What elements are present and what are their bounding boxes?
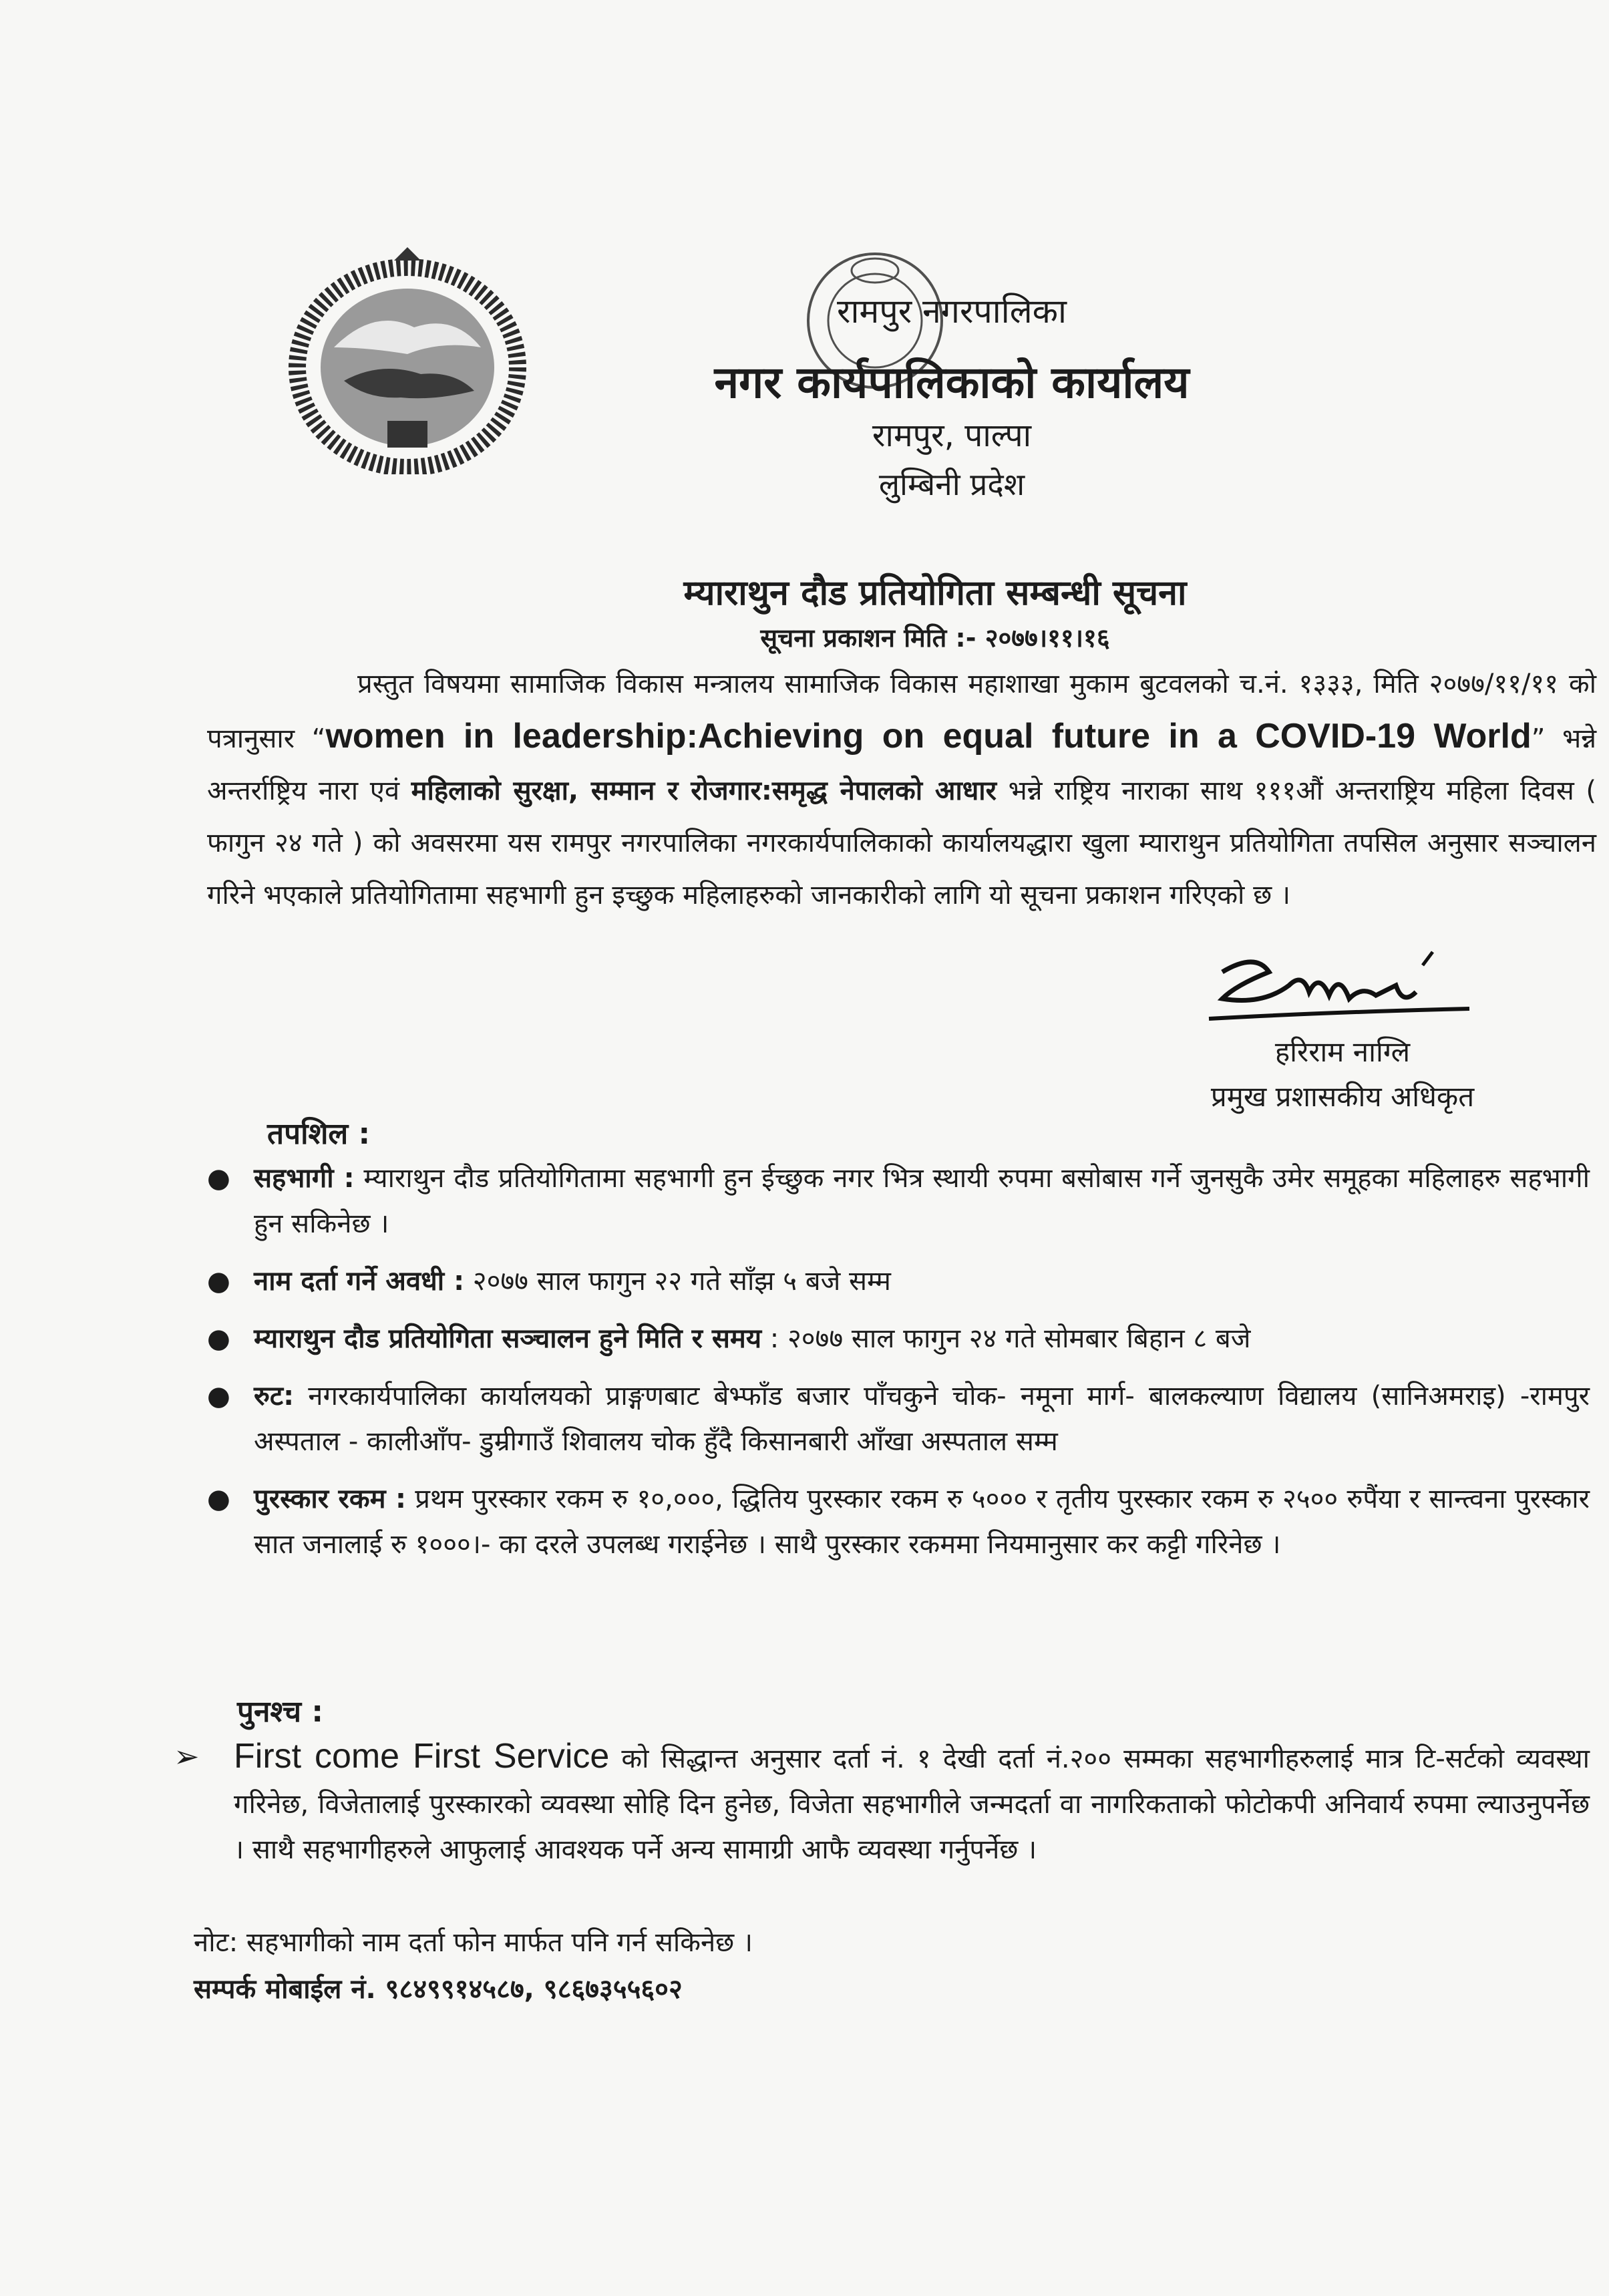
list-item-participants: [200, 1156, 1590, 1247]
item-label: म्याराथुन दौड प्रतियोगिता सञ्चालन हुने मिति र समय: [254, 1323, 762, 1354]
signatory-name: हरिराम नाग्लि: [1274, 1035, 1411, 1068]
item-label: सहभागी :: [254, 1163, 355, 1194]
item-text: म्याराथुन दौड प्रतियोगितामा सहभागी हुन ईच्छुक नगर भित्र स्थायी रुपमा बसोबास गर्ने जुनसुकै उमेर समूहका महिलाहरु सहभागी हुन सकिनेछ ।: [254, 1163, 1590, 1239]
bullet-icon: ●: [207, 1163, 230, 1194]
international-slogan: women in leadership:Achieving on equal future in a COVID-19 World: [325, 717, 1532, 756]
details-heading: तपशिल :: [267, 1117, 371, 1151]
details-list: [200, 1156, 1590, 1579]
bullet-icon: ●: [207, 1381, 230, 1412]
national-slogan: महिलाको सुरक्षा, सम्मान र रोजगार:समृद्ध नेपालको आधार: [411, 776, 997, 806]
arrow-bullet-icon: ➢: [174, 1738, 200, 1774]
notice-title: म्याराथुन दौड प्रतियोगिता सम्बन्धी सूचना: [683, 573, 1187, 613]
item-text: प्रथम पुरस्कार रकम रु १०,०००, द्धितिय पुरस्कार रकम रु ५००० र तृतीय पुरस्कार रकम रु २५०० रुपैंया र सान्त्वना पुरस्कार सात जनालाई रु १०००।- का दरले उपलब्ध गराईनेछ । साथै पुरस्कार रकममा नियमानुसार कर कट्टी गरिनेछ ।: [254, 1484, 1590, 1560]
nepal-emblem-icon: [281, 247, 534, 474]
body-part-1: प्रस्तुत विषयमा सामाजिक विकास मन्त्रालय सामाजिक विकास महाशाखा मुकाम बुटवलको च.नं. १३३३, मिति २०७७/११/११ को पत्रानुसार “: [207, 669, 1596, 754]
bullet-icon: ●: [207, 1484, 230, 1514]
item-text: : २०७७ साल फागुन २४ गते सोमबार बिहान ८ बजे: [761, 1323, 1251, 1354]
list-item-route: [200, 1373, 1590, 1464]
body-part-2: ” भन्ने अन्तर्राष्ट्रिय नारा एवं: [207, 723, 1596, 806]
bullet-icon: ●: [207, 1323, 230, 1354]
body-part-3: भन्ने राष्ट्रिय नाराका साथ १११औं अन्तराष्ट्रिय महिला दिवस ( फागुन २४ गते ) को अवसरमा यस रामपुर नगरपालिका नगरकार्यपालिकाको कार्यालयद्धारा खुला म्याराथुन प्रतियोगिता तपसिल अनुसार सञ्चालन गरिने भएकाले प्रतियोगितामा सहभागी हुन इच्छुक महिलाहरुको जानकारीको लागि यो सूचना प्रकाशन गरिएको छ ।: [207, 776, 1596, 911]
item-label: नाम दर्ता गर्ने अवधी :: [254, 1266, 465, 1297]
item-label: पुरस्कार रकम :: [254, 1484, 406, 1514]
item-text: २०७७ साल फागुन २२ गते साँझ ५ बजे सम्म: [464, 1266, 891, 1297]
publication-date: सूचना प्रकाशन मिति :- २०७७।११।१६: [760, 623, 1110, 653]
signatory-title: प्रमुख प्रशासकीय अधिकृत: [1210, 1080, 1475, 1113]
contact-numbers: सम्पर्क मोबाईल नं. ९८४९९१४५८७, ९८६७३५५६०२: [194, 1974, 683, 2005]
municipality-name: रामपुर नगरपालिका: [837, 292, 1067, 331]
list-item-registration: [200, 1259, 1590, 1304]
reminder-item: [174, 1734, 1590, 1872]
bullet-icon: ●: [207, 1266, 230, 1297]
office-location: रामपुर, पाल्पा: [872, 417, 1032, 454]
registration-note: नोट: सहभागीको नाम दर्ता फोन मार्फत पनि गर्न सकिनेछ ।: [194, 1927, 753, 1958]
signature-icon: [1196, 945, 1483, 1045]
reminder-english-phrase: First come First Service: [234, 1737, 610, 1776]
reminder-text: को सिद्धान्त अनुसार दर्ता नं. १ देखी दर्ता नं.२०० सम्मका सहभागीहरुलाई मात्र टि-सर्टको व्यवस्था गरिनेछ, विजेतालाई पुरस्कारको व्यवस्था सोहि दिन हुनेछ, विजेता सहभागीले जन्मदर्ता वा नागरिकताको फोटोकपी अनिवार्य रुपमा ल्याउनुपर्नेछ । साथै सहभागीहरुले आफुलाई आवश्यक पर्ने अन्य सामाग्री आफै व्यवस्था गर्नुपर्नेछ ।: [234, 1744, 1590, 1865]
office-name: नगर कार्यपालिकाको कार्यालय: [714, 357, 1190, 408]
item-text: नगरकार्यपालिका कार्यालयको प्राङ्गणबाट बेभ्फाँड बजार पाँचकुने चोक- नमूना मार्ग- बालकल्याण विद्यालय (सानिअमराइ) -रामपुर अस्पताल - कालीआँप- डुम्रीगाउँ शिवालय चोक हुँदै किसानबारी आँखा अस्पताल सम्म: [254, 1381, 1590, 1457]
notice-body: [207, 658, 1596, 921]
item-label: रुट:: [254, 1381, 295, 1412]
reminder-heading: पुनश्च :: [237, 1695, 323, 1729]
list-item-schedule: [200, 1316, 1590, 1361]
list-item-prizes: [200, 1476, 1590, 1567]
province-name: लुम्बिनी प्रदेश: [878, 466, 1025, 502]
